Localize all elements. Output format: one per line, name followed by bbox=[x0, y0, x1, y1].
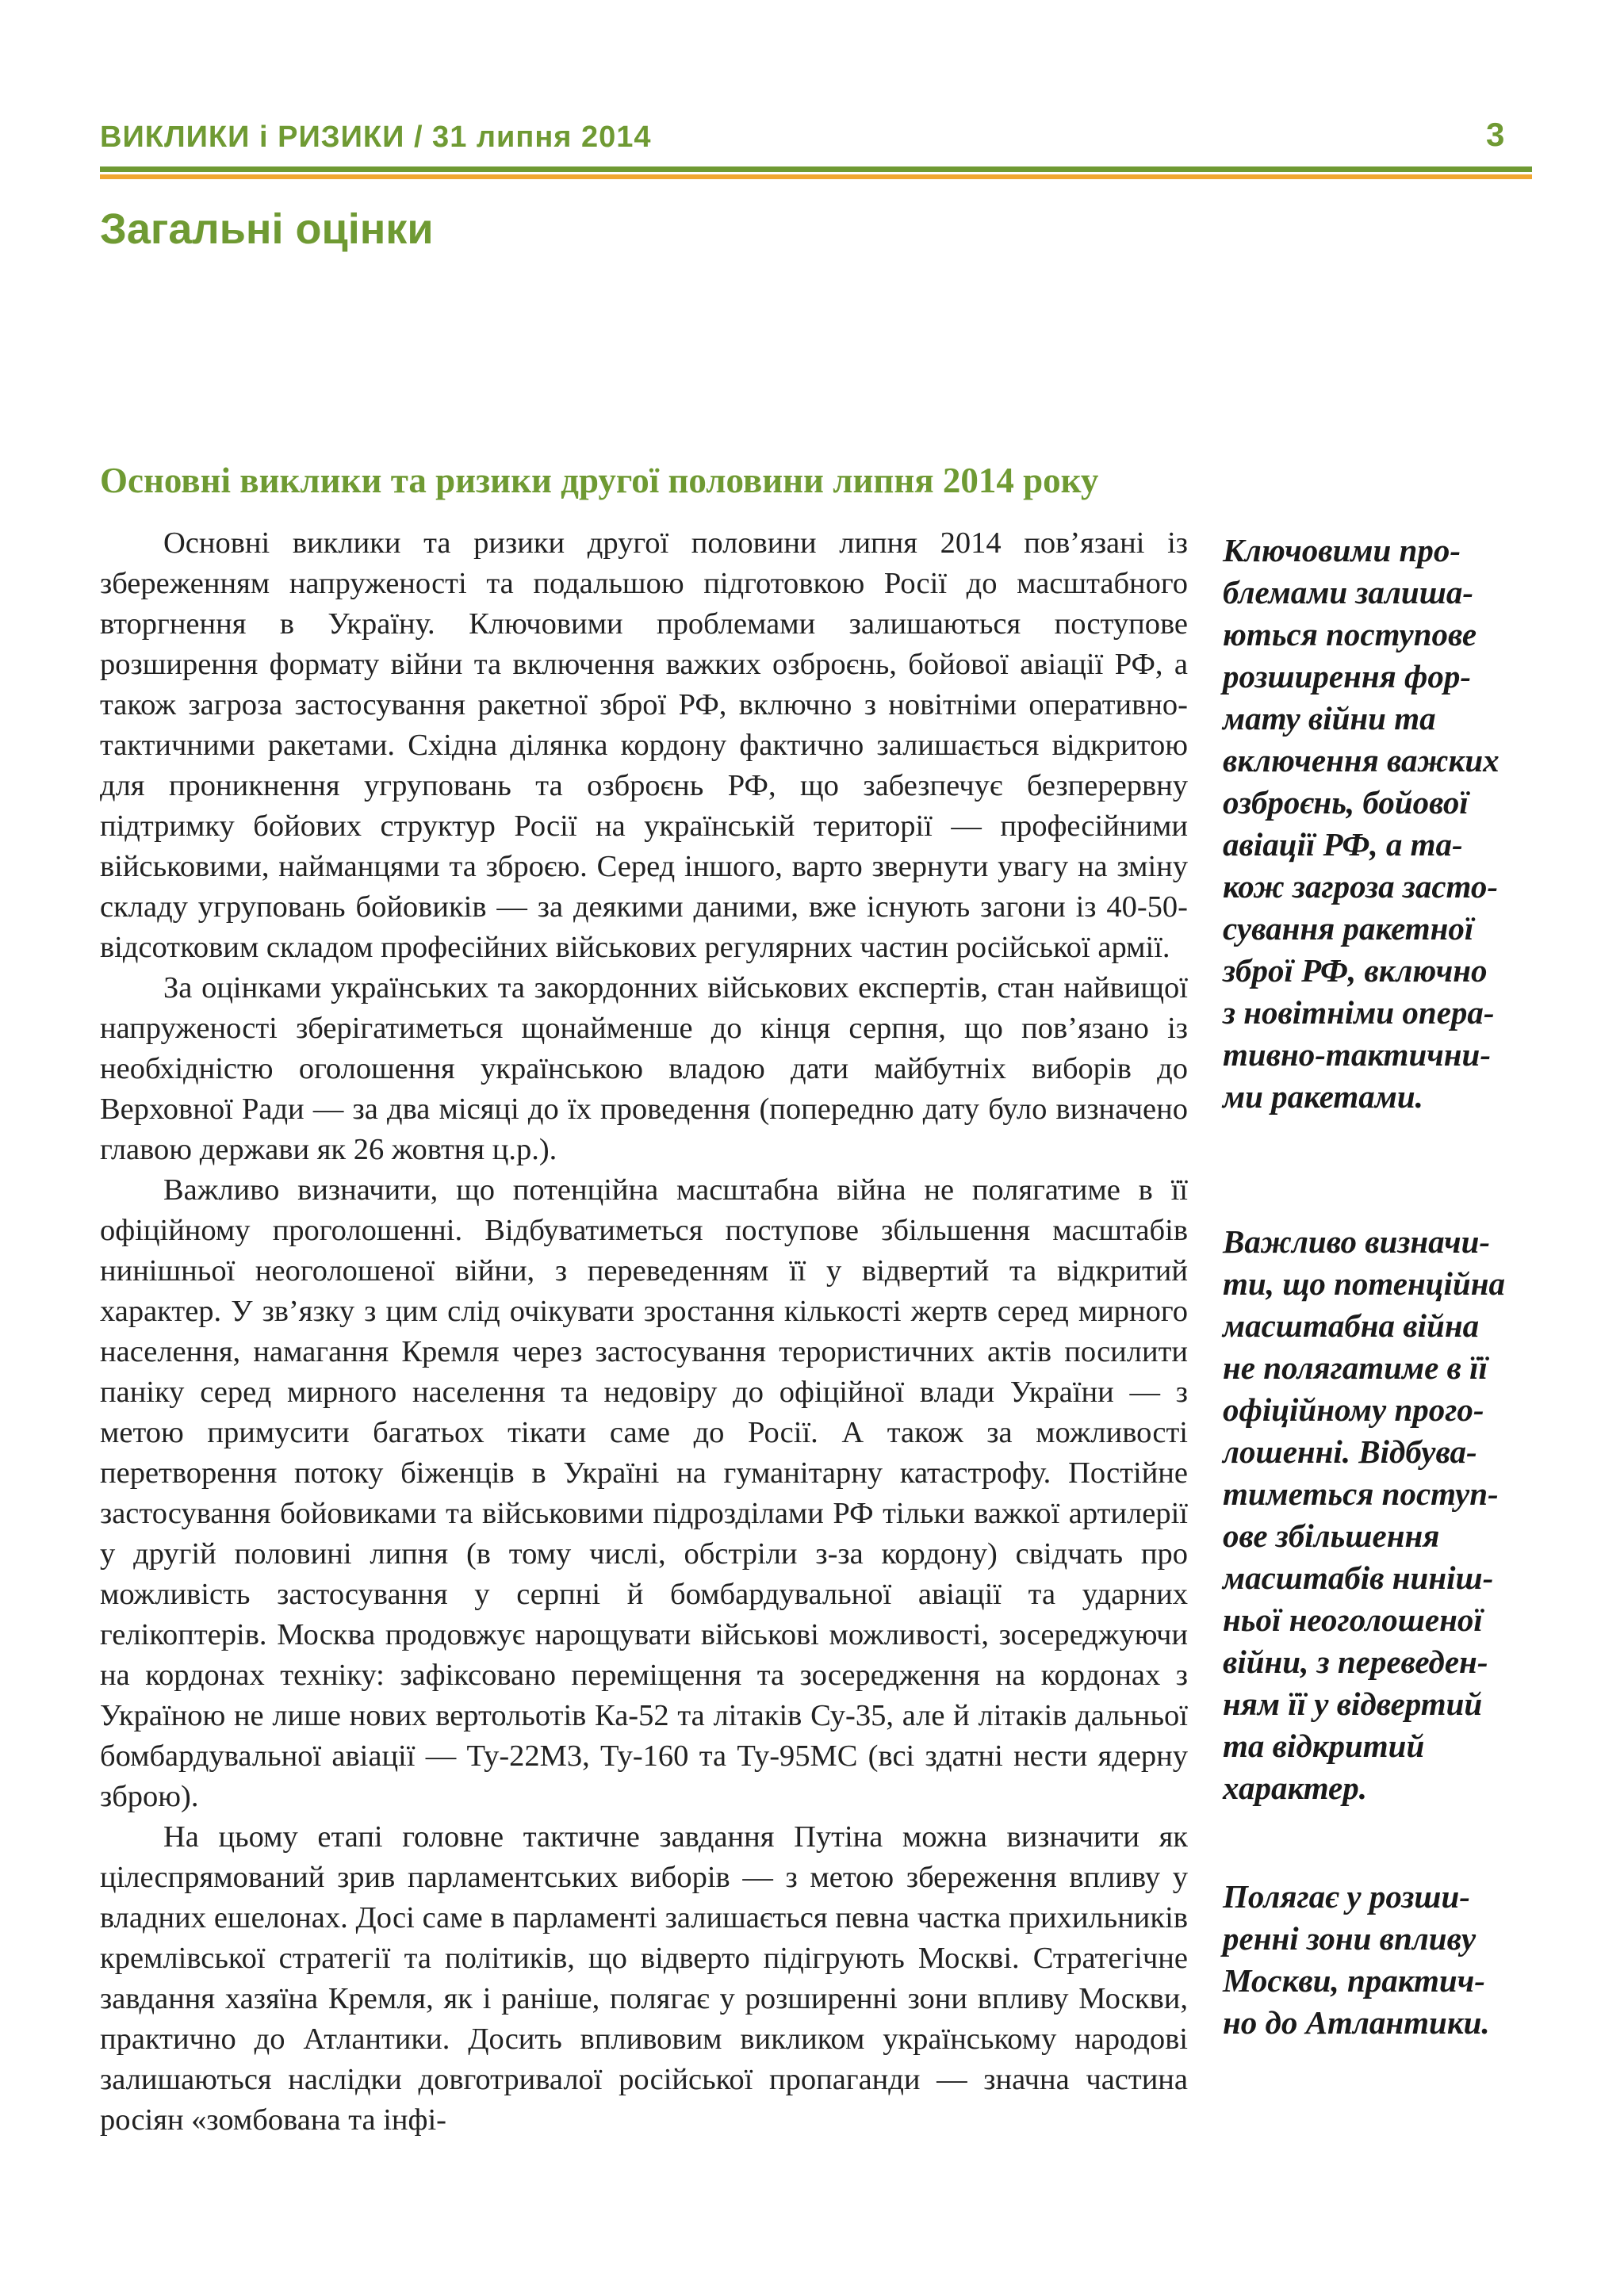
sidebar-pull-quote-2 bbox=[1223, 1221, 1534, 1809]
quote-line: сування ракетної bbox=[1223, 910, 1474, 947]
body-paragraph-1: Основні виклики та ризики другої половини липня 2014 пов’язані із збереженням напруженості та подальшою підготовкою Росії до масштабного вторгнення в Україну. Ключовими проблемами залишаються поступове розширення формату війни та включення важких озброєнь, бойової авіації РФ, а також загроза застосування ракетної зброї РФ, включно з новітніми оперативно-тактичними ракетами. Східна ділянка кордону фактично залишається відкритою для проникнення угруповань та озброєнь РФ, що забезпечує безперервну підтримку бойових структур Росії на українській території — професійними військовими, найманцями та зброєю. Серед іншого, варто звернути увагу на зміну складу угруповань бойовиків — за деякими даними, вже існують загони із 40-50-відсотковим складом професійних військових регулярних частин російської армії. bbox=[100, 526, 1188, 964]
quote-line: характер. bbox=[1223, 1770, 1367, 1806]
sidebar-pull-quote-1 bbox=[1223, 530, 1534, 1118]
section-title: Загальні оцінки bbox=[100, 205, 434, 253]
quote-line: ми ракетами. bbox=[1223, 1078, 1423, 1115]
quote-line: війни, з переведен- bbox=[1223, 1644, 1488, 1680]
quote-line: зброї РФ, включно bbox=[1223, 952, 1488, 989]
quote-line: мату війни та bbox=[1223, 700, 1436, 737]
quote-line: включення важких bbox=[1223, 742, 1500, 779]
quote-line: авіації РФ, а та- bbox=[1223, 826, 1463, 863]
quote-line: кож загроза засто- bbox=[1223, 868, 1499, 905]
quote-line: розширення фор- bbox=[1223, 658, 1472, 695]
quote-line: ти, що потенційна bbox=[1223, 1265, 1505, 1302]
quote-line: ренні зони впливу bbox=[1223, 1920, 1477, 1957]
header-rule-orange bbox=[100, 174, 1532, 179]
quote-line: Ключовими про- bbox=[1223, 532, 1461, 568]
quote-line: Полягає у розши- bbox=[1223, 1878, 1470, 1915]
quote-line: лошенні. Відбува- bbox=[1223, 1433, 1477, 1470]
quote-line: Москви, практич- bbox=[1223, 1962, 1485, 1999]
quote-line: ове збільшення bbox=[1223, 1517, 1440, 1554]
quote-line: блемами залиша- bbox=[1223, 574, 1474, 610]
quote-line: Важливо визначи- bbox=[1223, 1223, 1491, 1260]
quote-line: ються поступове bbox=[1223, 616, 1477, 652]
running-header-title: ВИКЛИКИ і РИЗИКИ / 31 липня 2014 bbox=[100, 121, 652, 154]
quote-line: озброєнь, бойової bbox=[1223, 784, 1469, 821]
quote-line: но до Атлантики. bbox=[1223, 2004, 1490, 2041]
body-paragraph-4: На цьому етапі головне тактичне завдання Путіна можна визначити як цілеспрямований зрив парламентських виборів — з метою збереження впливу у владних ешелонах. Досі саме в парламенті залишається певна частка прихильників кремлівської стратегії та політиків, що відверто підігрують Москві. Стратегічне завдання хазяїна Кремля, як і раніше, полягає у розширенні зони впливу Москви, практично до Атлантики. Досить впливовим викликом українському народові залишаються наслідки довготривалої російської пропаганди — значна частина росіян «зомбована та інфі- bbox=[100, 1820, 1188, 2137]
page-number: 3 bbox=[1486, 116, 1505, 153]
body-paragraph-3: Важливо визначити, що потенційна масштабна війна не полягатиме в її офіційному проголошенні. Відбуватиметься поступове збільшення масштабів нинішньої неоголошеної війни, з переведенням її у відвертий та відкритий характер. У зв’язку з цим слід очікувати зростання кількості жертв серед мирного населення, намагання Кремля через застосування терористичних актів посилити паніку серед мирного населення та недовіру до офіційної влади України — з метою примусити багатьох тікати саме до Росії. А також за можливості перетворення потоку біженців в Україні на гуманітарну катастрофу. Постійне застосування бойовиками та військовими підрозділами РФ тільки важкої артилерії у другій половині липня (в тому числі, обстріли з-за кордону) свідчать про можливість застосування у серпні й бомбардувальної авіації та ударних гелікоптерів. Москва продовжує нарощувати військові можливості, зосереджуючи на кордонах техніку: зафіксовано переміщення та зосередження на кордонах з Україною не лише нових вертольотів Ка-52 та літаків Су-35, але й літаків дальньої бомбардувальної авіації — Ту-22М3, Ту-160 та Ту-95МС (всі здатні нести ядерну зброю). bbox=[100, 1173, 1188, 1813]
subsection-title: Основні виклики та ризики другої половини липня 2014 року bbox=[100, 461, 1099, 500]
quote-line: та відкритий bbox=[1223, 1728, 1425, 1764]
main-text-column bbox=[100, 523, 1188, 2141]
body-paragraph-2: За оцінками українських та закордонних військових експертів, стан найвищої напруженості зберігатиметься щонайменше до кінця серпня, що пов’язано із необхідністю оголошення українською владою дати майбутніх виборів до Верховної Ради — за два місяці до їх проведення (попередню дату було визначено главою держави як 26 жовтня ц.р.). bbox=[100, 971, 1188, 1166]
quote-line: не полягатиме в її bbox=[1223, 1349, 1488, 1386]
quote-line: тивно-тактични- bbox=[1223, 1036, 1491, 1073]
header-rule-green bbox=[100, 166, 1532, 172]
quote-line: ням її у відвертий bbox=[1223, 1686, 1483, 1722]
quote-line: ньої неоголошеної bbox=[1223, 1601, 1483, 1638]
quote-line: масштабна війна bbox=[1223, 1307, 1480, 1344]
quote-line: масштабів ниніш- bbox=[1223, 1559, 1494, 1596]
quote-line: тиметься поступ- bbox=[1223, 1475, 1499, 1512]
quote-line: з новітніми опера- bbox=[1223, 994, 1495, 1031]
sidebar-pull-quote-3 bbox=[1223, 1876, 1534, 2044]
quote-line: офіційному прого- bbox=[1223, 1391, 1484, 1428]
